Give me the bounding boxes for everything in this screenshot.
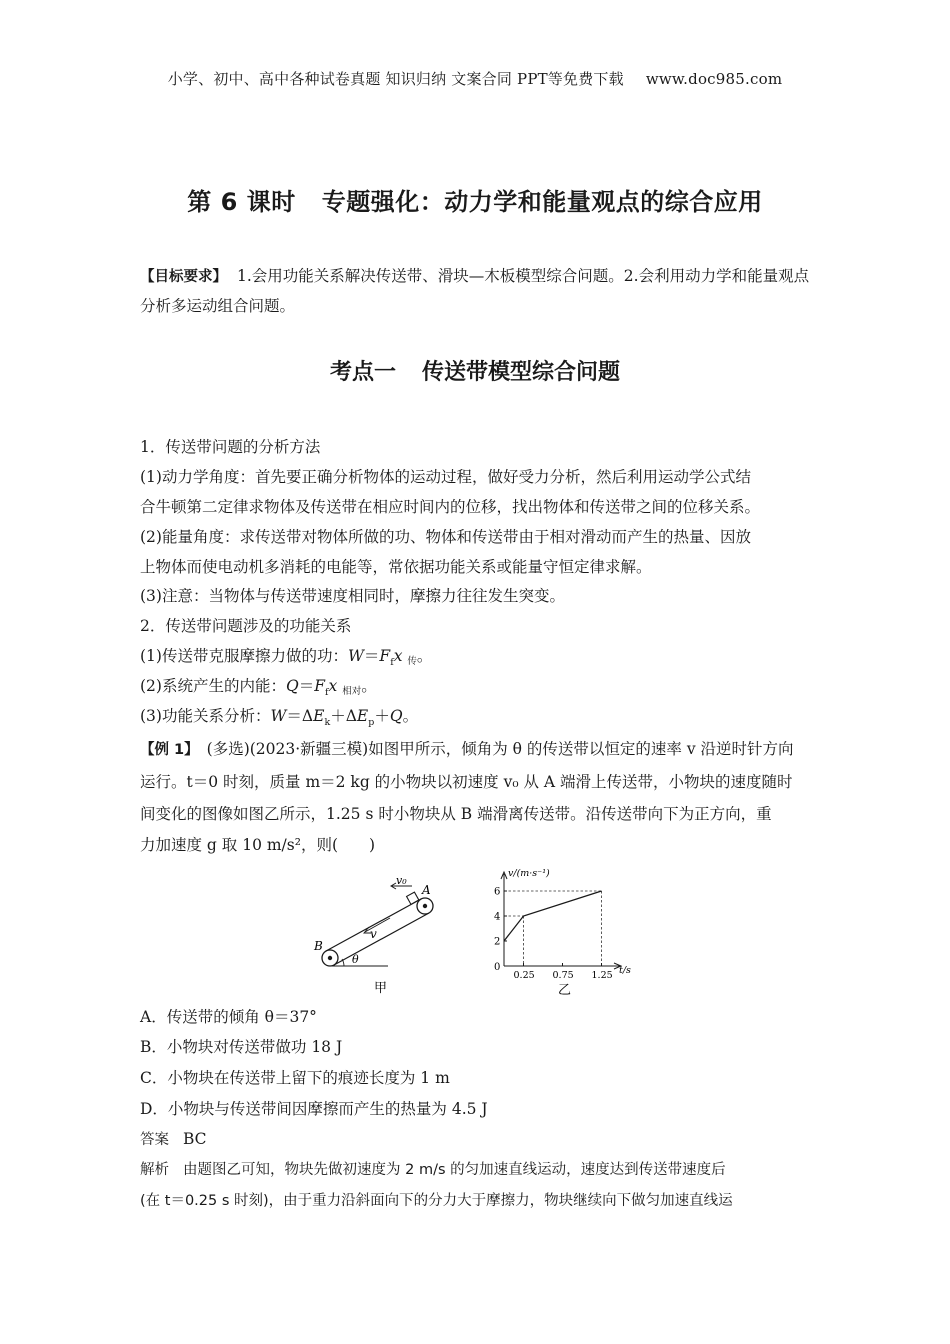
example-line-1: 【例 1】 (多选)(2023·新疆三模)如图甲所示，倾角为 θ 的传送带以恒定的速率 v 沿逆时针方向 xyxy=(140,740,794,758)
para-dynamics-2: 合牛顿第二定律求物体及传送带在相应时间内的位移，找出物体和传送带之间的位移关系。 xyxy=(140,498,761,516)
answer-value: BC xyxy=(183,1130,207,1148)
answer-label: 答案 xyxy=(140,1132,169,1148)
option-a[interactable]: A．传送带的倾角 θ＝37° xyxy=(140,1008,317,1026)
goal-text: 1.会用功能关系解决传送带、滑块—木板模型综合问题。2.会利用动力学和能量观点分析多运动组合问题。 xyxy=(140,267,810,315)
block xyxy=(407,892,419,904)
page-header xyxy=(0,68,950,89)
section-name: 传送带模型综合问题 xyxy=(422,360,621,385)
caption-jia: 甲 xyxy=(374,981,388,996)
section-heading xyxy=(0,355,950,386)
header-site-link[interactable]: www.doc985.com xyxy=(645,70,783,88)
y-axis-label: v/(m·s⁻¹) xyxy=(508,868,550,879)
x-tick-label-0.75: 0.75 xyxy=(552,970,574,981)
origin-label: 0 xyxy=(494,962,501,973)
analysis-line-1: 解析 由题图乙可知，物块先做初速度为 2 m/s 的匀加速直线运动，速度达到传送带速度后 xyxy=(140,1162,726,1178)
example-line-3: 间变化的图像如图乙所示，1.25 s 时小物块从 B 端滑离传送带。沿传送带向下为正方向，重 xyxy=(140,805,772,823)
header-text: 小学、初中、高中各种试卷真题 知识归纳 文案合同 PPT等免费下载 xyxy=(167,70,624,88)
heading-work-energy: 2．传送带问题涉及的功能关系 xyxy=(140,617,352,635)
example-line-4: 力加速度 g 取 10 m/s²，则( ) xyxy=(140,836,376,854)
formula-energy-relation: (3)功能关系分析：$W=\Delta E_k+\Delta E_p+Q$。 xyxy=(140,707,419,729)
example-tag: (多选)(2023·新疆三模) xyxy=(206,740,369,758)
label-v0: v₀ xyxy=(396,874,407,887)
para-dynamics-1: (1)动力学角度：首先要正确分析物体的运动过程，做好受力分析，然后利用运动学公式结 xyxy=(140,468,751,486)
heading-analysis-method: 1．传送带问题的分析方法 xyxy=(140,438,321,456)
goal-block xyxy=(140,262,816,321)
label-B: B xyxy=(314,939,323,953)
label-A: A xyxy=(422,883,431,897)
label-theta: θ xyxy=(352,953,359,966)
page-title xyxy=(0,182,950,217)
option-c[interactable]: C．小物块在传送带上留下的痕迹长度为 1 m xyxy=(140,1069,450,1087)
y-tick-label-2: 2 xyxy=(494,936,501,948)
para-energy-1: (2)能量角度：求传送带对物体所做的功、物体和传送带由于相对滑动而产生的热量、因放 xyxy=(140,528,751,546)
x-tick-label-0.25: 0.25 xyxy=(513,970,535,981)
para-note: (3)注意：当物体与传送带速度相同时，摩擦力往往发生突变。 xyxy=(140,587,565,605)
formula-friction-work: (1)传送带克服摩擦力做的功：$W=F_fx$ $_传$。 xyxy=(140,647,433,669)
answer-line xyxy=(140,1124,816,1155)
example-line-2: 运行。t＝0 时刻，质量 m＝2 kg 的小物块以初速度 v₀ 从 A 端滑上传送带，小物块的速度随时 xyxy=(140,773,793,791)
caption-yi: 乙 xyxy=(558,983,572,998)
example-label: 【例 1】 xyxy=(140,742,199,758)
lesson-topic: 专题强化：动力学和能量观点的综合应用 xyxy=(321,188,763,216)
figure-conveyor-belt xyxy=(310,870,450,1000)
goal-label: 【目标要求】 xyxy=(140,269,227,285)
x-tick-label-1.25: 1.25 xyxy=(591,970,613,981)
y-tick-label-6: 6 xyxy=(494,886,501,898)
para-energy-2: 上物体而使电动机多消耗的电能等，常依据功能关系或能量守恒定律求解。 xyxy=(140,558,652,576)
belt-velocity-arrow xyxy=(365,918,390,932)
option-b[interactable]: B．小物块对传送带做功 18 J xyxy=(140,1038,343,1056)
x-axis-label: t/s xyxy=(619,965,631,976)
section-number: 考点一 xyxy=(329,360,396,385)
formula-heat: (2)系统产生的内能：$Q=F_fx$ $_{相对}$。 xyxy=(140,677,377,699)
analysis-label: 解析 xyxy=(140,1162,169,1178)
label-v: v xyxy=(370,927,377,941)
lesson-number: 第 6 课时 xyxy=(187,188,296,216)
analysis-line-2: (在 t＝0.25 s 时刻)，由于重力沿斜面向下的分力大于摩擦力，物块继续向下做匀加速直线运 xyxy=(140,1193,733,1209)
option-d[interactable]: D．小物块与传送带间因摩擦而产生的热量为 4.5 J xyxy=(140,1100,488,1118)
y-tick-label-4: 4 xyxy=(494,911,501,923)
figure-vt-graph xyxy=(482,862,652,1002)
